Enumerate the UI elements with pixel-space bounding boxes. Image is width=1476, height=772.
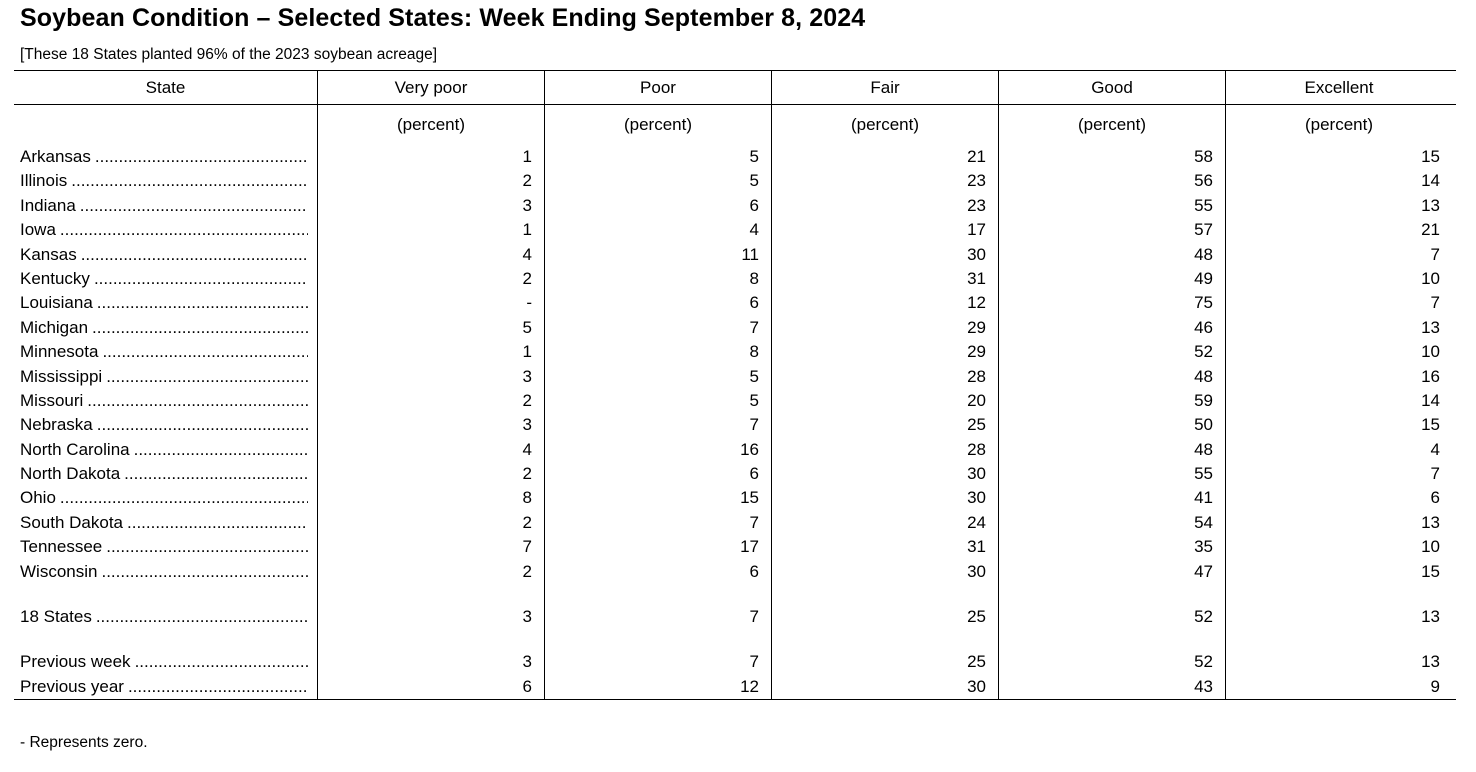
table-row — [14, 605, 1456, 629]
value-cell: 7 — [544, 605, 771, 629]
value-cell: 23 — [771, 194, 998, 218]
row-label-cell — [14, 169, 317, 193]
dot-leader — [80, 194, 308, 218]
value-cell: 6 — [1225, 486, 1452, 510]
spacer-row — [14, 629, 1456, 650]
value-cell: 56 — [998, 169, 1225, 193]
value-cell: 4 — [544, 218, 771, 242]
value-cell: 13 — [1225, 605, 1452, 629]
column-header-state: State — [145, 78, 186, 97]
value-cell: 1 — [317, 340, 544, 364]
row-label: Minnesota — [20, 342, 99, 362]
row-label-cell — [14, 365, 317, 389]
table-row — [14, 535, 1456, 559]
value-cell: 30 — [771, 462, 998, 486]
value-cell: 2 — [317, 169, 544, 193]
dot-leader — [71, 169, 308, 193]
value-cell: 47 — [998, 560, 1225, 584]
value-cell: 52 — [998, 340, 1225, 364]
table-row — [14, 194, 1456, 218]
dot-leader — [106, 365, 308, 389]
dot-leader — [95, 145, 308, 169]
dot-leader — [94, 267, 308, 291]
row-label: Mississippi — [20, 366, 103, 386]
value-cell: 13 — [1225, 650, 1452, 674]
unit-label: (percent) — [544, 105, 771, 145]
table-row — [14, 486, 1456, 510]
table-row — [14, 413, 1456, 437]
value-cell: 15 — [544, 486, 771, 510]
value-cell: 52 — [998, 605, 1225, 629]
dot-leader — [135, 650, 308, 674]
row-label-cell — [14, 560, 317, 584]
table-row — [14, 511, 1456, 535]
condition-table — [14, 70, 1456, 700]
value-cell: 10 — [1225, 340, 1452, 364]
value-cell: 1 — [317, 218, 544, 242]
value-cell: 7 — [1225, 462, 1452, 486]
unit-label: (percent) — [998, 105, 1225, 145]
value-cell: 7 — [544, 413, 771, 437]
comparison-rows — [14, 650, 1456, 699]
value-cell: 24 — [771, 511, 998, 535]
value-cell: 3 — [317, 194, 544, 218]
unit-cell-state — [14, 105, 317, 145]
value-cell: 21 — [771, 145, 998, 169]
table-row — [14, 462, 1456, 486]
value-cell: 2 — [317, 462, 544, 486]
dot-leader — [106, 535, 308, 559]
value-cell: 25 — [771, 413, 998, 437]
value-cell: 5 — [317, 316, 544, 340]
row-label-cell — [14, 486, 317, 510]
row-label: Arkansas — [20, 147, 91, 166]
value-cell: 1 — [317, 145, 544, 169]
value-cell: 31 — [771, 535, 998, 559]
dot-leader — [60, 486, 308, 510]
dot-leader — [97, 413, 308, 437]
row-label: Ohio — [20, 488, 56, 508]
value-cell: 7 — [1225, 291, 1452, 315]
value-cell: 21 — [1225, 218, 1452, 242]
value-cell: 6 — [544, 560, 771, 584]
row-label: North Dakota — [20, 464, 121, 484]
value-cell: 2 — [317, 560, 544, 584]
value-cell: 20 — [771, 389, 998, 413]
table-header-row — [14, 71, 1456, 105]
value-cell: 16 — [544, 438, 771, 462]
value-cell: 2 — [317, 267, 544, 291]
table-row — [14, 316, 1456, 340]
column-header-poor: Poor — [544, 71, 771, 104]
value-cell: 15 — [1225, 560, 1452, 584]
row-label: Indiana — [20, 195, 76, 215]
value-cell: 5 — [544, 169, 771, 193]
value-cell: 2 — [317, 511, 544, 535]
dot-leader — [124, 462, 308, 486]
value-cell: 25 — [771, 605, 998, 629]
row-label: 18 States — [20, 607, 92, 627]
value-cell: 13 — [1225, 511, 1452, 535]
value-cell: 3 — [317, 365, 544, 389]
row-label: Wisconsin — [20, 561, 98, 581]
unit-row — [14, 105, 1456, 145]
value-cell: 48 — [998, 438, 1225, 462]
value-cell: 8 — [544, 267, 771, 291]
row-label: Kansas — [20, 244, 77, 264]
value-cell: 23 — [771, 169, 998, 193]
value-cell: 30 — [771, 243, 998, 267]
row-label-cell — [14, 438, 317, 462]
value-cell: 9 — [1225, 675, 1452, 699]
value-cell: 30 — [771, 486, 998, 510]
value-cell: 13 — [1225, 194, 1452, 218]
value-cell: 17 — [771, 218, 998, 242]
value-cell: 14 — [1225, 389, 1452, 413]
value-cell: 48 — [998, 365, 1225, 389]
value-cell: 54 — [998, 511, 1225, 535]
spacer-row — [14, 584, 1456, 605]
table-row — [14, 291, 1456, 315]
row-label-cell — [14, 243, 317, 267]
row-label-cell — [14, 340, 317, 364]
table-row — [14, 675, 1456, 699]
row-label-cell — [14, 267, 317, 291]
total-rows — [14, 605, 1456, 629]
value-cell: 49 — [998, 267, 1225, 291]
table-row — [14, 365, 1456, 389]
row-label-cell — [14, 605, 317, 629]
value-cell: 75 — [998, 291, 1225, 315]
row-label-cell — [14, 650, 317, 674]
page-title: Soybean Condition – Selected States: Week Ending September 8, 2024 — [20, 4, 866, 32]
value-cell: 15 — [1225, 413, 1452, 437]
row-label: Missouri — [20, 390, 84, 410]
value-cell: 12 — [544, 675, 771, 699]
value-cell: 7 — [544, 316, 771, 340]
value-cell: 7 — [544, 511, 771, 535]
unit-label: (percent) — [317, 105, 544, 145]
value-cell: 29 — [771, 316, 998, 340]
row-label: Nebraska — [20, 415, 93, 435]
row-label-cell — [14, 218, 317, 242]
value-cell: 25 — [771, 650, 998, 674]
footnote: - Represents zero. — [20, 734, 148, 751]
value-cell: 4 — [317, 438, 544, 462]
value-cell: 7 — [544, 650, 771, 674]
row-label-cell — [14, 511, 317, 535]
dot-leader — [60, 218, 308, 242]
value-cell: 57 — [998, 218, 1225, 242]
value-cell: 8 — [544, 340, 771, 364]
value-cell: 30 — [771, 560, 998, 584]
row-label: Previous year — [20, 676, 124, 696]
state-rows — [14, 145, 1456, 584]
value-cell: 3 — [317, 650, 544, 674]
value-cell: 28 — [771, 438, 998, 462]
row-label-cell — [14, 389, 317, 413]
value-cell: 8 — [317, 486, 544, 510]
row-label-cell — [14, 535, 317, 559]
column-header-fair: Fair — [771, 71, 998, 104]
column-header-very-poor: Very poor — [317, 71, 544, 104]
table-row — [14, 438, 1456, 462]
row-label-cell — [14, 316, 317, 340]
row-label-cell — [14, 462, 317, 486]
dot-leader — [81, 243, 308, 267]
row-label: Louisiana — [20, 293, 93, 313]
unit-label: (percent) — [771, 105, 998, 145]
row-label: Previous week — [20, 652, 131, 672]
row-label: Michigan — [20, 317, 89, 337]
value-cell: 5 — [544, 389, 771, 413]
value-cell: 28 — [771, 365, 998, 389]
table-row — [14, 560, 1456, 584]
value-cell: 55 — [998, 462, 1225, 486]
row-label-cell — [14, 291, 317, 315]
value-cell: 11 — [544, 243, 771, 267]
value-cell: 15 — [1225, 145, 1452, 169]
value-cell: 55 — [998, 194, 1225, 218]
row-label-cell — [14, 675, 317, 699]
column-header-good: Good — [998, 71, 1225, 104]
table-row — [14, 218, 1456, 242]
value-cell: 4 — [317, 243, 544, 267]
value-cell: 29 — [771, 340, 998, 364]
column-header-excellent: Excellent — [1225, 71, 1452, 104]
value-cell: 59 — [998, 389, 1225, 413]
row-label: Kentucky — [20, 268, 90, 288]
dot-leader — [101, 560, 308, 584]
row-label: Iowa — [20, 220, 56, 240]
value-cell: 52 — [998, 650, 1225, 674]
value-cell: 30 — [771, 675, 998, 699]
dot-leader — [128, 675, 308, 699]
table-row — [14, 650, 1456, 674]
row-label: Tennessee — [20, 537, 103, 557]
table-row — [14, 169, 1456, 193]
value-cell: 43 — [998, 675, 1225, 699]
value-cell: 50 — [998, 413, 1225, 437]
table-row — [14, 389, 1456, 413]
dot-leader — [97, 291, 308, 315]
value-cell: 17 — [544, 535, 771, 559]
value-cell: 6 — [544, 291, 771, 315]
value-cell: 3 — [317, 605, 544, 629]
value-cell: 5 — [544, 365, 771, 389]
dot-leader — [96, 605, 308, 629]
value-cell: 48 — [998, 243, 1225, 267]
row-label-cell — [14, 194, 317, 218]
row-label: North Carolina — [20, 439, 130, 459]
value-cell: 5 — [544, 145, 771, 169]
value-cell: 6 — [544, 194, 771, 218]
value-cell: 16 — [1225, 365, 1452, 389]
value-cell: 6 — [317, 675, 544, 699]
value-cell: 46 — [998, 316, 1225, 340]
table-row — [14, 340, 1456, 364]
value-cell: 41 — [998, 486, 1225, 510]
dot-leader — [127, 511, 308, 535]
dot-leader — [87, 389, 308, 413]
value-cell: - — [317, 291, 544, 315]
value-cell: 10 — [1225, 535, 1452, 559]
table-row — [14, 145, 1456, 169]
page-subtitle: [These 18 States planted 96% of the 2023 soybean acreage] — [20, 46, 438, 63]
value-cell: 58 — [998, 145, 1225, 169]
table-row — [14, 243, 1456, 267]
value-cell: 12 — [771, 291, 998, 315]
value-cell: 3 — [317, 413, 544, 437]
value-cell: 10 — [1225, 267, 1452, 291]
value-cell: 13 — [1225, 316, 1452, 340]
dot-leader — [102, 340, 308, 364]
row-label-cell — [14, 145, 317, 169]
table-row — [14, 267, 1456, 291]
value-cell: 2 — [317, 389, 544, 413]
row-label: South Dakota — [20, 512, 124, 532]
value-cell: 35 — [998, 535, 1225, 559]
dot-leader — [92, 316, 308, 340]
row-label: Illinois — [20, 171, 68, 191]
value-cell: 7 — [317, 535, 544, 559]
unit-label: (percent) — [1225, 105, 1452, 145]
value-cell: 7 — [1225, 243, 1452, 267]
value-cell: 6 — [544, 462, 771, 486]
value-cell: 4 — [1225, 438, 1452, 462]
value-cell: 14 — [1225, 169, 1452, 193]
dot-leader — [134, 438, 308, 462]
row-label-cell — [14, 413, 317, 437]
value-cell: 31 — [771, 267, 998, 291]
